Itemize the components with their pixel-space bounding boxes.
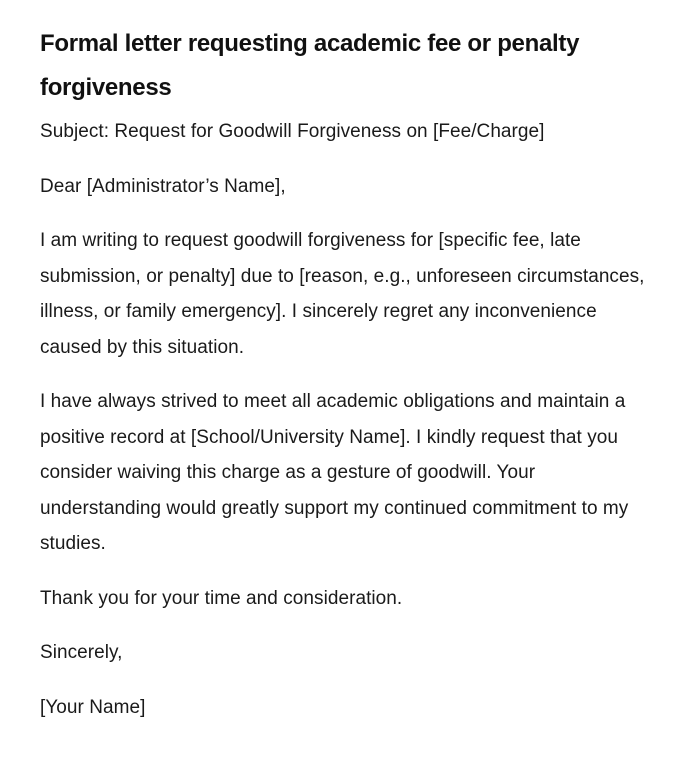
letter-salutation: Dear [Administrator’s Name], (40, 175, 286, 197)
letter-signature: [Your Name] (40, 696, 146, 718)
letter-title: Formal letter requesting academic fee or penalty forgiveness (40, 30, 580, 101)
letter-subject: Subject: Request for Goodwill Forgiveness on [Fee/Charge] (40, 121, 545, 142)
letter-thanks: Thank you for your time and consideration. (40, 587, 403, 609)
letter-body-paragraph-1: I am writing to request goodwill forgiveness for [specific fee, late submission, or penalty] due to [reason, e.g., unforeseen circumstances, illness, or family emergency]. I sincerely regret any inconvenience caused by this situation. (40, 230, 645, 358)
letter-closing: Sincerely, (40, 642, 123, 663)
letter-body-paragraph-2: I have always strived to meet all academic obligations and maintain a positive record at [School/University Name]. I kindly request that you consider waiving this charge as a gesture of goodwill. Your understanding would greatly support my continued commitment to my studies. (40, 391, 629, 554)
